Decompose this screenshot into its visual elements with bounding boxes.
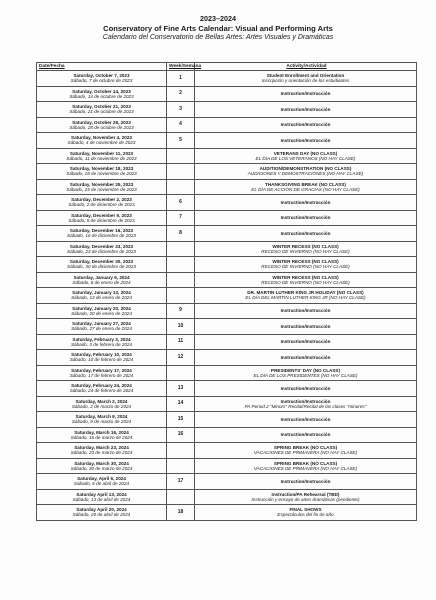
activity-spanish: EL DÍA DE LOS PRESIDENTES (NO HAY CLASE)	[253, 372, 358, 378]
activity-spanish: AUDICIONES Y DEMOSTRACIONES (NO HAY CLASE)	[247, 171, 364, 177]
activity-cell	[195, 148, 417, 164]
date-spanish: Sábado, 13 de enero de 2024	[71, 295, 132, 301]
calendar-table	[36, 62, 417, 521]
week-cell	[167, 443, 195, 459]
date-cell	[37, 71, 167, 87]
date-cell	[37, 443, 167, 459]
activity-spanish: RECESO DE INVIERNO (NO HAY CLASE)	[261, 264, 350, 270]
week-cell: 11	[167, 334, 195, 350]
table-row	[37, 458, 417, 474]
week-cell: 9	[167, 303, 195, 319]
activity-english: Instruction/Instrucción	[280, 91, 331, 97]
date-spanish: Sábado, 25 de noviembre de 2023	[66, 186, 137, 192]
table-row	[37, 272, 417, 288]
activity-cell	[195, 334, 417, 350]
activity-cell	[195, 164, 417, 180]
date-english: Saturday, December 9, 2023	[71, 212, 132, 218]
table-row	[37, 288, 417, 304]
date-cell	[37, 350, 167, 366]
date-cell	[37, 210, 167, 226]
table-row	[37, 474, 417, 490]
activity-cell	[195, 86, 417, 102]
date-english: Saturday, December 23, 2023	[69, 243, 134, 249]
activity-cell	[195, 210, 417, 226]
activity-english: Instruction/Instrucción	[280, 106, 331, 112]
week-cell: 14	[167, 396, 195, 412]
table-row	[37, 133, 417, 149]
activity-english: Instruction/Instrucción	[280, 308, 331, 314]
table-row	[37, 148, 417, 164]
date-english: Saturday, March 9, 2024	[75, 414, 128, 420]
table-row	[37, 381, 417, 397]
week-cell: 17	[167, 474, 195, 490]
date-english: Saturday April 20, 2024	[76, 507, 127, 513]
activity-spanish: VACACIONES DE PRIMAVERA (NO HAY CLASE)	[253, 450, 358, 456]
activity-spanish: Espectáculos del fin de año	[277, 512, 334, 518]
activity-english: THANKSGIVING BREAK (NO CLASS)	[265, 181, 346, 187]
table-row	[37, 210, 417, 226]
activity-english: Student Enrollment and Orientation	[266, 73, 345, 79]
activity-spanish: VACACIONES DE PRIMAVERA (NO HAY CLASE)	[253, 465, 358, 471]
date-cell	[37, 86, 167, 102]
activity-spanish: Inscripción y orientación de los estudiantes	[261, 78, 350, 84]
date-cell	[37, 381, 167, 397]
week-cell	[167, 272, 195, 288]
date-spanish: Sábado, 13 de abril de 2024	[72, 496, 131, 502]
activity-cell	[195, 396, 417, 412]
date-spanish: Sábado, 18 de noviembre de 2023	[66, 171, 137, 177]
date-cell	[37, 427, 167, 443]
week-cell: 12	[167, 350, 195, 366]
table-row	[37, 443, 417, 459]
activity-english: Instruction/Instrucción	[280, 385, 331, 391]
date-spanish: Sábado, 23 de marzo de 2024	[70, 450, 133, 456]
date-english: Saturday, March 2, 2024	[75, 398, 128, 404]
date-spanish: Sábado, 7 de octubre de 2023	[70, 78, 133, 84]
activity-spanish: PA Period 2 "Minors" Recital/Recital de las clases "minores"	[244, 403, 367, 409]
date-cell	[37, 148, 167, 164]
date-spanish: Sábado, 14 de octubre de 2023	[69, 93, 134, 99]
week-cell: 1	[167, 71, 195, 87]
activity-english: Instruction/Instrucción	[280, 230, 331, 236]
week-cell	[167, 489, 195, 505]
week-cell	[167, 179, 195, 195]
date-english: Saturday, November 18, 2023	[69, 166, 134, 172]
activity-cell	[195, 133, 417, 149]
activity-spanish: Instrucción y ensayo de artes dramáticas (pendiente)	[251, 496, 360, 502]
activity-english: Instruction/Instrucción	[280, 478, 331, 484]
table-row	[37, 319, 417, 335]
table-row	[37, 226, 417, 242]
date-english: Saturday, October 7, 2023	[73, 73, 130, 79]
activity-english: DR. MARTIN LUTHER KING JR HOLIDAY (NO CLASS)	[247, 290, 364, 296]
school-year: 2023–2024	[200, 14, 236, 23]
activity-english: FINAL SHOWS	[289, 507, 322, 513]
activity-english: AUDITION/DEMONSTRATION (NO CLASS)	[259, 166, 352, 172]
table-row	[37, 303, 417, 319]
activity-cell	[195, 365, 417, 381]
date-english: Saturday, January 20, 2024	[72, 305, 131, 311]
table-row	[37, 396, 417, 412]
date-english: Saturday, March 23, 2024	[74, 445, 129, 451]
activity-english: PRESIDENTS' DAY (NO CLASS)	[271, 367, 340, 373]
week-cell: 16	[167, 427, 195, 443]
date-cell	[37, 303, 167, 319]
activity-spanish: EL DÍA DE ACCIÓN DE GRACIAS (NO HAY CLASE)	[251, 186, 360, 192]
date-cell	[37, 179, 167, 195]
date-spanish: Sábado, 16 de marzo de 2024	[70, 434, 133, 440]
activity-cell	[195, 179, 417, 195]
date-cell	[37, 117, 167, 133]
week-cell: 3	[167, 102, 195, 118]
table-row	[37, 365, 417, 381]
date-spanish: Sábado, 21 de octubre de 2023	[69, 109, 134, 115]
week-cell: 18	[167, 505, 195, 521]
activity-english: SPRING BREAK (NO CLASS)	[273, 460, 338, 466]
date-spanish: Sábado, 24 de febrero de 2024	[69, 388, 134, 394]
date-spanish: Sábado, 20 de enero de 2024	[71, 310, 132, 316]
calendar-rows	[37, 71, 417, 521]
week-cell: 2	[167, 86, 195, 102]
week-cell	[167, 164, 195, 180]
activity-english: SPRING BREAK (NO CLASS)	[273, 445, 338, 451]
document-subtitle: Calendario del Conservatorio de Bellas Artes: Artes Visuales y Dramáticas	[102, 34, 334, 41]
week-cell: 8	[167, 226, 195, 242]
activity-cell	[195, 427, 417, 443]
date-spanish: Sábado, 11 de noviembre de 2023	[66, 155, 137, 161]
activity-cell	[195, 257, 417, 273]
date-english: Saturday, February 17, 2024	[71, 367, 132, 373]
date-spanish: Sábado, 20 de abril de 2024	[72, 512, 131, 518]
table-row	[37, 350, 417, 366]
activity-english: Instruction/Instrucción	[280, 199, 331, 205]
date-cell	[37, 133, 167, 149]
activity-english: Instruction/Instrucción	[280, 339, 331, 345]
activity-cell	[195, 458, 417, 474]
date-cell	[37, 474, 167, 490]
table-row	[37, 164, 417, 180]
date-english: Saturday, November 25, 2023	[69, 181, 134, 187]
date-spanish: Sábado, 30 de diciembre de 2023	[67, 264, 136, 270]
date-english: Saturday, October 28, 2023	[72, 119, 131, 125]
activity-english: Instruction/Instrucción	[280, 416, 331, 422]
activity-cell	[195, 226, 417, 242]
date-cell	[37, 272, 167, 288]
date-spanish: Sábado, 6 de enero de 2024	[72, 279, 131, 285]
date-cell	[37, 505, 167, 521]
date-cell	[37, 396, 167, 412]
date-english: Saturday, February 24, 2024	[71, 383, 132, 389]
date-cell	[37, 164, 167, 180]
date-english: Saturday, February 3, 2024	[72, 336, 131, 342]
activity-cell	[195, 474, 417, 490]
date-english: Saturday, October 21, 2023	[72, 104, 131, 110]
date-cell	[37, 257, 167, 273]
activity-spanish: EL DÍA DEL MARTIN LUTHER KING JR (NO HAY CLASE)	[245, 295, 366, 301]
activity-cell	[195, 303, 417, 319]
date-spanish: Sábado, 10 de febrero de 2024	[69, 357, 134, 363]
week-cell: 4	[167, 117, 195, 133]
activity-cell	[195, 489, 417, 505]
week-cell	[167, 288, 195, 304]
table-row	[37, 334, 417, 350]
activity-cell	[195, 195, 417, 211]
activity-cell	[195, 412, 417, 428]
table-header-row	[37, 63, 417, 71]
activity-cell	[195, 71, 417, 87]
week-cell: 7	[167, 210, 195, 226]
activity-cell	[195, 381, 417, 397]
table-row	[37, 505, 417, 521]
activity-english: Instruction/Instrucción	[280, 432, 331, 438]
week-cell: 13	[167, 381, 195, 397]
date-english: Saturday, January 27, 2024	[72, 321, 131, 327]
date-spanish: Sábado, 3 de febrero de 2024	[70, 341, 133, 347]
week-cell	[167, 365, 195, 381]
week-cell	[167, 241, 195, 257]
activity-cell	[195, 288, 417, 304]
week-cell	[167, 458, 195, 474]
col-header-activity: Activity/Actividad	[195, 63, 417, 71]
table-row	[37, 489, 417, 505]
week-cell: 5	[167, 133, 195, 149]
date-english: Saturday April 13, 2024	[76, 491, 127, 497]
table-row	[37, 257, 417, 273]
table-row	[37, 427, 417, 443]
date-english: Saturday, October 14, 2023	[72, 88, 131, 94]
date-cell	[37, 365, 167, 381]
activity-spanish: RECESO DE INVIERNO (NO HAY CLASE)	[261, 248, 350, 254]
date-spanish: Sábado, 4 de noviembre de 2023	[67, 140, 136, 146]
date-cell	[37, 334, 167, 350]
date-english: Saturday, March 30, 2024	[74, 460, 129, 466]
date-english: Saturday, January 6, 2024	[73, 274, 130, 280]
table-row	[37, 71, 417, 87]
date-english: Saturday, December 16, 2023	[69, 228, 134, 234]
activity-spanish: EL DÍA DE LOS VETERANOS (NO HAY CLASE)	[255, 155, 356, 161]
date-english: Saturday, November 11, 2023	[69, 150, 134, 156]
date-english: Saturday, December 2, 2023	[71, 197, 132, 203]
col-header-week: Week/Semana	[167, 63, 195, 71]
activity-cell	[195, 505, 417, 521]
date-english: Saturday, February 10, 2024	[71, 352, 132, 358]
date-cell	[37, 458, 167, 474]
date-spanish: Sábado, 2 de marzo de 2024	[71, 403, 132, 409]
table-row	[37, 412, 417, 428]
activity-english: Instruction/Instrucción	[280, 215, 331, 221]
date-spanish: Sábado, 16 de diciembre de 2023	[67, 233, 136, 239]
date-english: Saturday, January 13, 2024	[72, 290, 131, 296]
activity-cell	[195, 102, 417, 118]
date-spanish: Sábado, 17 de febrero de 2024	[69, 372, 134, 378]
table-row	[37, 195, 417, 211]
date-spanish: Sábado, 2 de diciembre de 2023	[68, 202, 135, 208]
activity-english: Instruction/PA Rehearsal (TBD)	[271, 491, 340, 497]
activity-english: WINTER RECESS (NO CLASS)	[272, 243, 339, 249]
activity-cell	[195, 319, 417, 335]
date-spanish: Sábado, 6 de abril de 2024	[73, 481, 130, 487]
table-row	[37, 179, 417, 195]
activity-english: WINTER RECESS (NO CLASS)	[272, 259, 339, 265]
activity-english: VETERANS DAY (NO CLASS)	[273, 150, 338, 156]
date-spanish: Sábado, 23 de diciembre de 2023	[67, 248, 136, 254]
week-cell: 15	[167, 412, 195, 428]
activity-cell	[195, 443, 417, 459]
activity-cell	[195, 350, 417, 366]
date-cell	[37, 288, 167, 304]
week-cell: 6	[167, 195, 195, 211]
activity-cell	[195, 272, 417, 288]
date-cell	[37, 319, 167, 335]
date-english: Saturday, March 16, 2024	[74, 429, 129, 435]
activity-english: Instruction/Instrucción	[280, 122, 331, 128]
activity-cell	[195, 117, 417, 133]
date-cell	[37, 489, 167, 505]
date-english: Saturday, April 6, 2024	[77, 476, 126, 482]
activity-english: WINTER RECESS (NO CLASS)	[272, 274, 339, 280]
activity-english: Instruction/Instrucción	[280, 323, 331, 329]
date-cell	[37, 195, 167, 211]
week-cell	[167, 148, 195, 164]
week-cell: 10	[167, 319, 195, 335]
activity-cell	[195, 241, 417, 257]
activity-spanish: RECESO DE INVIERNO (NO HAY CLASE)	[261, 279, 350, 285]
date-spanish: Sábado, 27 de enero de 2024	[71, 326, 132, 332]
date-english: Saturday, December 30, 2023	[69, 259, 134, 265]
date-cell	[37, 102, 167, 118]
document-title: Conservatory of Fine Arts Calendar: Visual and Performing Arts	[103, 24, 333, 33]
date-spanish: Sábado, 30 de marzo de 2024	[70, 465, 133, 471]
activity-english: Instruction/Instrucción	[280, 398, 331, 404]
activity-english: Instruction/Instrucción	[280, 354, 331, 360]
col-header-date: Date/Fecha	[37, 63, 167, 71]
table-row	[37, 102, 417, 118]
date-spanish: Sábado, 9 de diciembre de 2023	[68, 217, 135, 223]
table-row	[37, 241, 417, 257]
date-cell	[37, 412, 167, 428]
date-cell	[37, 241, 167, 257]
activity-english: Instruction/Instrucción	[280, 137, 331, 143]
week-cell	[167, 257, 195, 273]
date-cell	[37, 226, 167, 242]
table-row	[37, 117, 417, 133]
date-english: Saturday, November 4, 2023	[71, 135, 132, 141]
table-row	[37, 86, 417, 102]
date-spanish: Sábado, 9 de marzo de 2024	[71, 419, 132, 425]
date-spanish: Sábado, 28 de octubre de 2023	[69, 124, 134, 130]
